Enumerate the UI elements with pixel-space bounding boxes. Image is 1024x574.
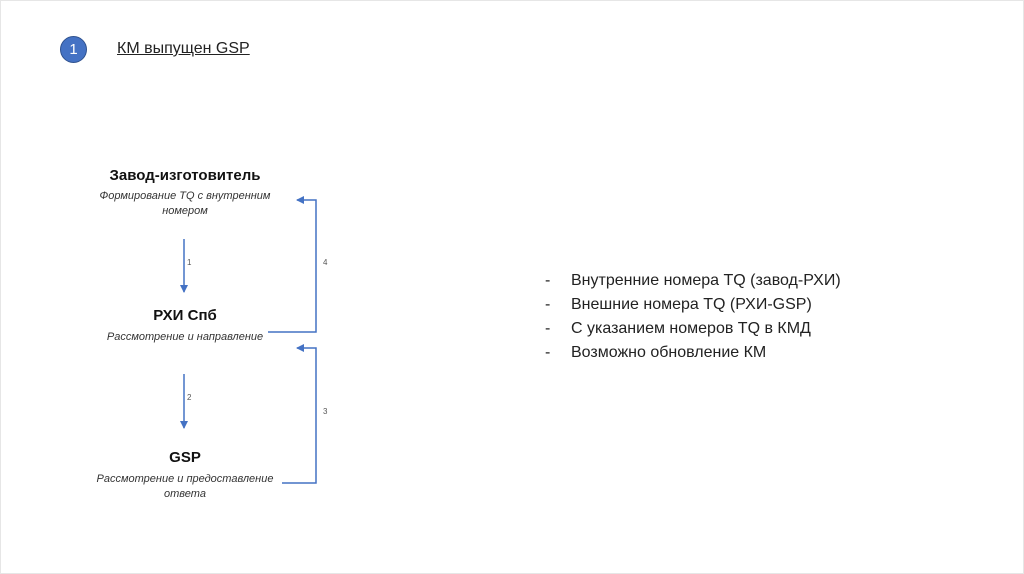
- list-item: - Внешние номера TQ (РХИ-GSP): [543, 293, 841, 317]
- arrow-4-label: 4: [323, 258, 328, 267]
- node-subtitle-factory: Формирование TQ с внутренним номером: [99, 190, 271, 217]
- arrow-3: [282, 348, 316, 483]
- list-item: - Возможно обновление КМ: [543, 341, 841, 365]
- arrow-4: [268, 200, 316, 332]
- arrow-1-label: 1: [187, 258, 192, 267]
- notes-list: [543, 269, 841, 365]
- node-title-factory: Завод-изготовитель: [109, 167, 261, 184]
- node-title-gsp: GSP: [169, 449, 201, 466]
- step-number-badge: 1: [60, 36, 87, 63]
- node-subtitle-rhi: Рассмотрение и направление: [106, 331, 264, 343]
- list-item: - С указанием номеров TQ в КМД: [543, 317, 841, 341]
- arrow-2-label: 2: [187, 393, 192, 402]
- list-item: - Внутренние номера TQ (завод-РХИ): [543, 269, 841, 293]
- node-subtitle-gsp: Рассмотрение и предоставление ответа: [96, 473, 274, 500]
- node-title-rhi: РХИ Спб: [153, 307, 217, 324]
- slide-heading: КМ выпущен GSP: [117, 40, 250, 57]
- arrow-3-label: 3: [323, 407, 328, 416]
